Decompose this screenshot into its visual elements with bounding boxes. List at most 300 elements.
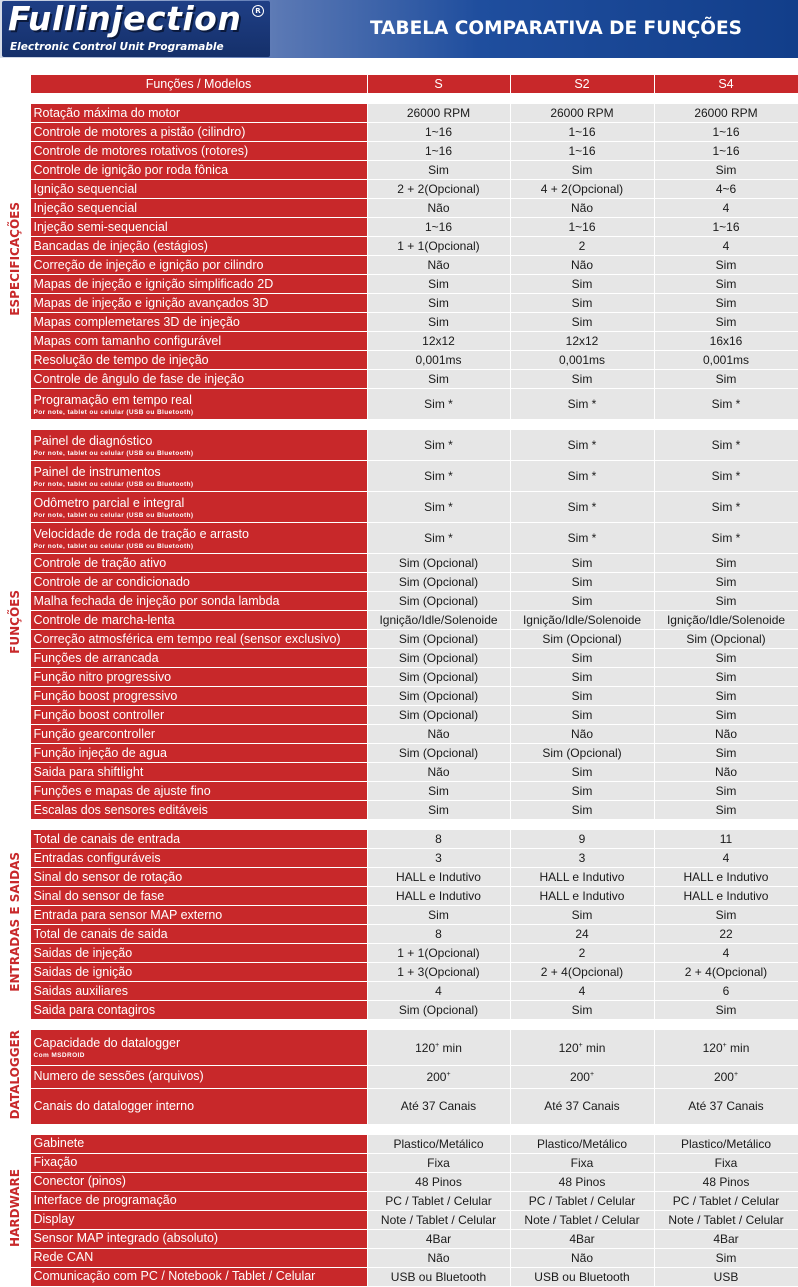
- value-cell: [367, 523, 510, 554]
- feature-cell: [30, 1088, 367, 1124]
- value-text: Não: [714, 727, 737, 741]
- value-text: Sim: [571, 296, 593, 310]
- value-text: Sim: [571, 908, 593, 922]
- value-cell: [367, 744, 510, 763]
- section-label-cell: [0, 1030, 30, 1125]
- feature-label: Controle de motores rotativos (rotores): [33, 143, 249, 158]
- value-cell: [654, 1267, 798, 1286]
- value-text: 4: [578, 984, 586, 998]
- value-cell: [654, 611, 798, 630]
- feature-label: Comunicação com PC / Notebook / Tablet / Celular: [33, 1269, 316, 1284]
- value-text: Não: [570, 258, 593, 272]
- value-cell: [654, 649, 798, 668]
- value-cell: [654, 573, 798, 592]
- table-row: [0, 830, 798, 849]
- section-label: DATALOGGER: [7, 1030, 22, 1120]
- value-text: Sim *: [424, 438, 453, 452]
- value-cell: [510, 275, 654, 294]
- value-cell: [654, 849, 798, 868]
- value-cell: [367, 868, 510, 887]
- feature-cell: [30, 925, 367, 944]
- value-text: Sim: [571, 372, 593, 386]
- value-text: Não: [427, 258, 450, 272]
- feature-cell: [30, 370, 367, 389]
- value-cell: [367, 492, 510, 523]
- value-cell: [367, 687, 510, 706]
- value-cell: [367, 294, 510, 313]
- value-text: Sim (Opcional): [398, 594, 479, 608]
- value-cell: [510, 944, 654, 963]
- table-row: [0, 706, 798, 725]
- value-text: Ignição/Idle/Solenoide: [522, 613, 642, 627]
- table-row: [0, 668, 798, 687]
- feature-label: Painel de diagnóstico: [33, 433, 153, 448]
- value-cell: [367, 461, 510, 492]
- value-text: Sim: [571, 670, 593, 684]
- feature-cell: [30, 554, 367, 573]
- value-cell: [654, 180, 798, 199]
- value-cell: [654, 1248, 798, 1267]
- feature-label: Gabinete: [33, 1136, 85, 1151]
- value-text: Sim *: [424, 469, 453, 483]
- value-cell: [510, 573, 654, 592]
- feature-cell: [30, 351, 367, 370]
- table-row: [0, 104, 798, 123]
- feature-label: Entradas configuráveis: [33, 850, 161, 865]
- value-cell: [510, 830, 654, 849]
- value-text: Sim: [428, 803, 449, 817]
- value-cell: [367, 706, 510, 725]
- value-cell: [510, 887, 654, 906]
- value-cell: [654, 1001, 798, 1020]
- value-cell: [367, 849, 510, 868]
- table-row: [0, 592, 798, 611]
- feature-cell: [30, 982, 367, 1001]
- value-text: 3: [435, 851, 442, 865]
- value-text: Não: [427, 201, 450, 215]
- feature-label: Conector (pinos): [33, 1174, 126, 1189]
- feature-cell: [30, 492, 367, 523]
- table-row: [0, 123, 798, 142]
- value-cell: [654, 744, 798, 763]
- value-text: 4Bar: [569, 1231, 595, 1246]
- feature-label: Painel de instrumentos: [33, 464, 161, 479]
- column-header-s4: S4: [654, 75, 798, 94]
- feature-cell: [30, 868, 367, 887]
- registered-mark-icon: R: [252, 5, 264, 17]
- value-text: 26000 RPM: [406, 106, 471, 120]
- value-text: Plastico/Metálico: [393, 1136, 484, 1151]
- value-cell: [367, 199, 510, 218]
- value-cell: [367, 1088, 510, 1124]
- table-row: [0, 1248, 798, 1267]
- feature-cell: [30, 849, 367, 868]
- table-row: [0, 389, 798, 420]
- value-text: Ignição/Idle/Solenoide: [666, 613, 786, 627]
- feature-cell: [30, 782, 367, 801]
- table-row: [0, 430, 798, 461]
- value-text: Sim (Opcional): [686, 632, 766, 646]
- table-row: [0, 492, 798, 523]
- value-text: Sim: [571, 784, 593, 798]
- feature-cell: [30, 906, 367, 925]
- value-text: USB ou Bluetooth: [534, 1269, 630, 1284]
- value-cell: [367, 668, 510, 687]
- value-text: Sim: [571, 163, 593, 177]
- feature-cell: [30, 1248, 367, 1267]
- value-text: Sim: [571, 708, 593, 722]
- feature-cell: [30, 313, 367, 332]
- table-row: [0, 1267, 798, 1286]
- value-text: Sim: [571, 765, 593, 779]
- value-cell: [510, 104, 654, 123]
- value-text: 120: [702, 1040, 723, 1055]
- feature-sublabel: Por note, tablet ou celular (USB ou Bluetooth): [33, 408, 194, 416]
- value-text: Sim: [571, 277, 593, 291]
- value-cell: [654, 313, 798, 332]
- feature-cell: [30, 725, 367, 744]
- section-spacer: [0, 820, 798, 830]
- value-cell: [367, 963, 510, 982]
- value-text: Sim: [428, 315, 449, 329]
- feature-label: Fixação: [33, 1155, 78, 1170]
- feature-cell: [30, 1030, 367, 1066]
- value-text: PC / Tablet / Celular: [672, 1193, 780, 1208]
- value-cell: [510, 782, 654, 801]
- feature-label: Escalas dos sensores editáveis: [33, 802, 208, 817]
- value-text: 4~6: [715, 182, 737, 196]
- feature-label: Interface de programação: [33, 1193, 177, 1208]
- feature-label: Entrada para sensor MAP externo: [33, 907, 223, 922]
- value-text: Sim: [715, 784, 737, 798]
- value-text: Sim: [715, 803, 737, 817]
- feature-cell: [30, 523, 367, 554]
- value-text: Sim: [571, 803, 593, 817]
- value-cell: [367, 1030, 510, 1066]
- value-text: Sim (Opcional): [542, 632, 622, 646]
- value-text: 120: [415, 1040, 436, 1055]
- value-text: 1 + 1(Opcional): [397, 239, 480, 253]
- value-text: Ignição/Idle/Solenoide: [379, 613, 498, 627]
- feature-label: Sensor MAP integrado (absoluto): [33, 1231, 219, 1246]
- value-text: Sim (Opcional): [398, 651, 479, 665]
- value-cell: [367, 161, 510, 180]
- section-label: ESPECIFICAÇÕES: [7, 202, 22, 317]
- feature-label: Saidas auxiliares: [33, 983, 128, 998]
- value-cell: [654, 668, 798, 687]
- value-text: Sim: [715, 746, 737, 760]
- value-text: Não: [570, 727, 593, 741]
- value-superscript: +: [722, 1041, 727, 1049]
- value-cell: [510, 706, 654, 725]
- value-text: Sim (Opcional): [398, 1003, 479, 1017]
- value-text: 200: [713, 1069, 734, 1084]
- feature-cell: [30, 630, 367, 649]
- value-cell: [510, 161, 654, 180]
- value-unit: min: [726, 1040, 750, 1055]
- value-cell: [367, 906, 510, 925]
- value-text: Não: [570, 201, 593, 215]
- value-text: 4: [435, 984, 442, 998]
- value-text: Sim: [571, 556, 593, 570]
- value-cell: [367, 389, 510, 420]
- value-cell: [510, 461, 654, 492]
- feature-cell: [30, 1267, 367, 1286]
- feature-sublabel: Por note, tablet ou celular (USB ou Bluetooth): [33, 511, 194, 519]
- value-cell: [654, 763, 798, 782]
- value-cell: [510, 332, 654, 351]
- comparison-table-container: [0, 64, 798, 1287]
- value-cell: [367, 218, 510, 237]
- table-row: [0, 687, 798, 706]
- value-cell: [510, 763, 654, 782]
- value-text: 4: [722, 239, 730, 253]
- value-cell: [654, 1172, 798, 1191]
- value-cell: [367, 887, 510, 906]
- value-cell: [654, 430, 798, 461]
- value-text: HALL e Indutivo: [683, 870, 769, 884]
- value-cell: [510, 1229, 654, 1248]
- value-text: 1 + 1(Opcional): [397, 946, 480, 960]
- value-cell: [510, 1134, 654, 1153]
- table-row: [0, 237, 798, 256]
- value-superscript: +: [589, 1070, 595, 1078]
- table-row: [0, 370, 798, 389]
- column-header-s2: S2: [510, 75, 654, 94]
- value-unit: min: [439, 1040, 462, 1055]
- value-cell: [510, 868, 654, 887]
- value-cell: [510, 370, 654, 389]
- value-text: 26000 RPM: [694, 106, 758, 120]
- feature-label: Capacidade do datalogger: [33, 1036, 181, 1051]
- feature-cell: [30, 887, 367, 906]
- value-text: Sim: [715, 689, 737, 703]
- table-row: [0, 1030, 798, 1066]
- value-cell: [510, 1001, 654, 1020]
- value-text: Até 37 Canais: [688, 1099, 764, 1114]
- feature-label: Programação em tempo real: [33, 392, 192, 407]
- value-cell: [654, 592, 798, 611]
- value-cell: [510, 142, 654, 161]
- value-text: Note / Tablet / Celular: [524, 1212, 640, 1227]
- value-cell: [654, 887, 798, 906]
- value-cell: [510, 1267, 654, 1286]
- value-cell: [367, 830, 510, 849]
- table-row: [0, 630, 798, 649]
- value-cell: [367, 256, 510, 275]
- comparison-table-body: [0, 64, 798, 1286]
- value-cell: [510, 630, 654, 649]
- value-text: PC / Tablet / Celular: [528, 1193, 636, 1208]
- value-superscript: +: [578, 1041, 583, 1049]
- value-cell: [654, 161, 798, 180]
- value-text: Sim: [715, 277, 737, 291]
- feature-cell: [30, 763, 367, 782]
- value-cell: [654, 706, 798, 725]
- feature-label: Sinal do sensor de fase: [33, 888, 165, 903]
- value-cell: [367, 1248, 510, 1267]
- value-cell: [367, 611, 510, 630]
- value-text: 22: [719, 927, 733, 941]
- table-row: [0, 199, 798, 218]
- value-text: 4: [722, 946, 730, 960]
- table-row: [0, 256, 798, 275]
- value-cell: [654, 275, 798, 294]
- value-text: 1~16: [424, 220, 453, 234]
- value-cell: [510, 687, 654, 706]
- value-text: 1~16: [568, 125, 596, 139]
- table-header-row: [0, 75, 798, 94]
- value-text: Sim: [715, 575, 737, 589]
- value-cell: [367, 630, 510, 649]
- feature-cell: [30, 389, 367, 420]
- value-text: Sim: [571, 315, 593, 329]
- value-cell: [654, 1153, 798, 1172]
- feature-label: Mapas complemetares 3D de injeção: [33, 314, 240, 329]
- section-spacer: [0, 1124, 798, 1134]
- value-cell: [510, 430, 654, 461]
- value-text: Sim: [571, 651, 593, 665]
- value-cell: [510, 963, 654, 982]
- value-text: Não: [427, 1250, 450, 1265]
- feature-label: Canais do datalogger interno: [33, 1098, 195, 1113]
- value-unit: min: [582, 1040, 606, 1055]
- feature-cell: [30, 744, 367, 763]
- feature-label: Rotação máxima do motor: [33, 105, 181, 120]
- value-text: 3: [578, 851, 586, 865]
- value-text: HALL e Indutivo: [683, 889, 769, 903]
- feature-cell: [30, 573, 367, 592]
- feature-label: Rede CAN: [33, 1250, 94, 1265]
- value-cell: [654, 630, 798, 649]
- table-row: [0, 294, 798, 313]
- value-text: Sim *: [567, 500, 597, 514]
- feature-cell: [30, 611, 367, 630]
- feature-label: Funções de arrancada: [33, 650, 159, 665]
- value-cell: [367, 370, 510, 389]
- value-text: 8: [435, 832, 442, 846]
- feature-cell: [30, 1001, 367, 1020]
- value-text: Sim *: [567, 397, 597, 411]
- value-text: Até 37 Canais: [400, 1099, 477, 1114]
- feature-cell: [30, 275, 367, 294]
- value-cell: [510, 492, 654, 523]
- value-cell: [654, 461, 798, 492]
- table-row: [0, 906, 798, 925]
- section-label: FUNÇÕES: [7, 590, 22, 655]
- value-cell: [654, 1134, 798, 1153]
- value-text: HALL e Indutivo: [396, 889, 481, 903]
- value-cell: [367, 1066, 510, 1088]
- value-cell: [367, 430, 510, 461]
- feature-label: Saidas de ignição: [33, 964, 133, 979]
- value-cell: [510, 294, 654, 313]
- table-row: [0, 180, 798, 199]
- value-text: Sim *: [711, 397, 741, 411]
- feature-label: Controle de motores a pistão (cilindro): [33, 124, 246, 139]
- table-row: [0, 649, 798, 668]
- feature-label: Mapas de injeção e ignição simplificado 2D: [33, 276, 274, 291]
- feature-label: Total de canais de entrada: [33, 831, 181, 846]
- feature-cell: [30, 294, 367, 313]
- value-text: Sim: [715, 1003, 737, 1017]
- table-row: [0, 944, 798, 963]
- value-cell: [367, 351, 510, 370]
- value-text: Fixa: [570, 1155, 594, 1170]
- value-cell: [654, 332, 798, 351]
- value-cell: [510, 351, 654, 370]
- value-superscript: +: [733, 1070, 739, 1078]
- value-cell: [654, 868, 798, 887]
- feature-label: Controle de marcha-lenta: [33, 612, 175, 627]
- value-cell: [510, 1066, 654, 1088]
- logo-wordmark: Fullinjection: [8, 0, 242, 38]
- value-superscript: +: [435, 1041, 440, 1049]
- value-cell: [510, 801, 654, 820]
- value-cell: [367, 1229, 510, 1248]
- table-row: [0, 142, 798, 161]
- feature-cell: [30, 1229, 367, 1248]
- value-cell: [367, 801, 510, 820]
- comparison-table: [0, 64, 798, 1287]
- feature-label: Injeção sequencial: [33, 200, 138, 215]
- value-cell: [654, 142, 798, 161]
- value-text: Sim: [715, 258, 737, 272]
- value-text: 26000 RPM: [550, 106, 614, 120]
- value-cell: [510, 1210, 654, 1229]
- value-text: Não: [570, 1250, 593, 1265]
- table-row: [0, 1088, 798, 1124]
- feature-cell: [30, 256, 367, 275]
- feature-label: Controle de ignição por roda fônica: [33, 162, 229, 177]
- section-label-cell: [0, 430, 30, 820]
- value-text: Sim: [715, 708, 737, 722]
- feature-label: Função boost controller: [33, 707, 165, 722]
- value-cell: [510, 1153, 654, 1172]
- section-spacer: [0, 1020, 798, 1030]
- value-cell: [654, 925, 798, 944]
- value-cell: [654, 199, 798, 218]
- feature-label: Função injeção de agua: [33, 745, 167, 760]
- feature-sublabel: Por note, tablet ou celular (USB ou Bluetooth): [33, 542, 194, 550]
- value-cell: [367, 573, 510, 592]
- value-text: Não: [714, 765, 737, 779]
- table-row: [0, 313, 798, 332]
- value-cell: [510, 982, 654, 1001]
- feature-label: Controle de ar condicionado: [33, 574, 190, 589]
- value-text: 120: [558, 1040, 579, 1055]
- table-row: [0, 849, 798, 868]
- feature-cell: [30, 1210, 367, 1229]
- value-text: Sim *: [424, 531, 453, 545]
- feature-cell: [30, 1191, 367, 1210]
- value-cell: [367, 1153, 510, 1172]
- value-cell: [654, 687, 798, 706]
- table-row: [0, 925, 798, 944]
- value-text: 48 Pinos: [558, 1174, 606, 1189]
- value-text: Sim *: [711, 500, 741, 514]
- value-text: Sim: [715, 163, 737, 177]
- value-text: HALL e Indutivo: [396, 870, 481, 884]
- section-spacer: [0, 420, 798, 430]
- feature-label: Função nitro progressivo: [33, 669, 172, 684]
- feature-label: Mapas com tamanho configurável: [33, 333, 222, 348]
- value-text: 24: [575, 927, 589, 941]
- value-text: 0,001ms: [558, 353, 606, 367]
- value-cell: [654, 1066, 798, 1088]
- value-text: PC / Tablet / Celular: [385, 1193, 492, 1208]
- feature-cell: [30, 668, 367, 687]
